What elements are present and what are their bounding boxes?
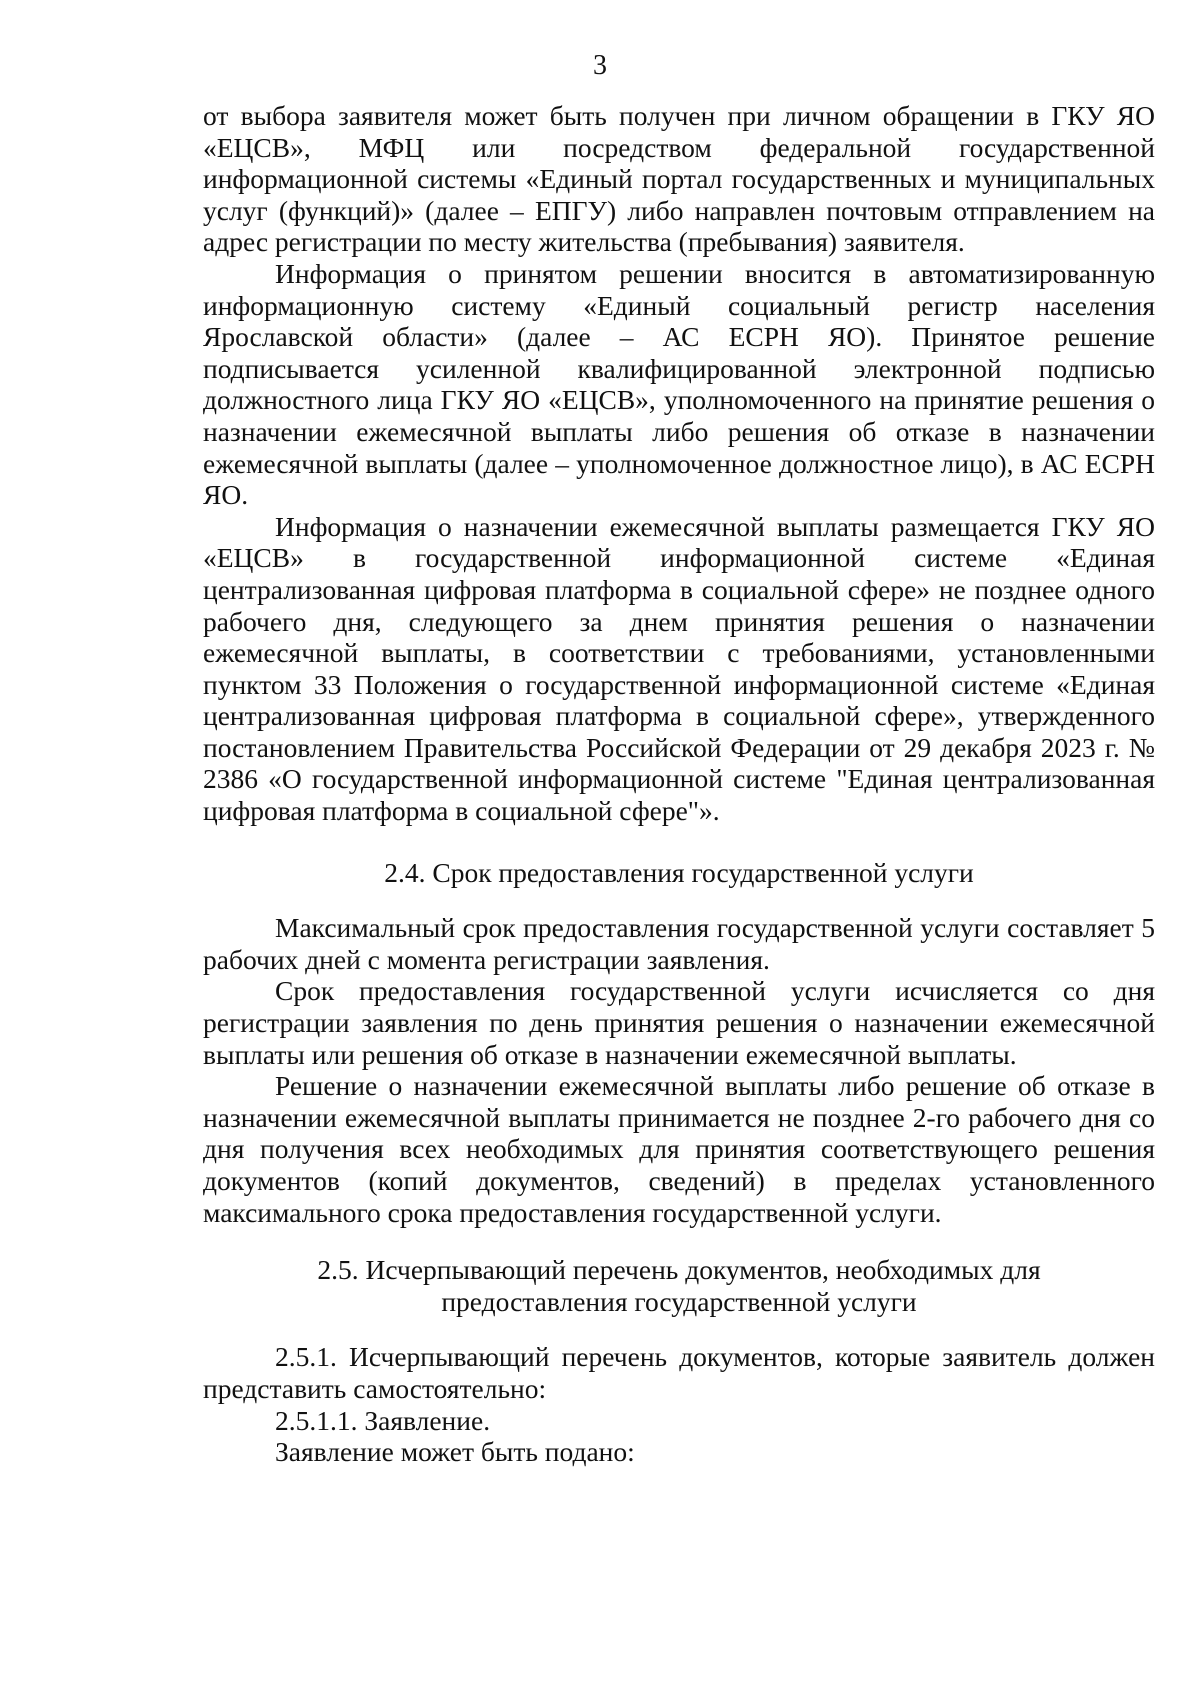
paragraph-max-term: Максимальный срок предоставления государственной услуги составляет 5 рабочих дней с момента регистрации заявления.	[203, 912, 1155, 975]
section-heading-2-5-line1: 2.5. Исчерпывающий перечень документов, необходимых для	[317, 1254, 1041, 1286]
paragraph-term-calculation: Срок предоставления государственной услуги исчисляется со дня регистрации заявления по день принятия решения о назначении ежемесячной выплаты или решения об отказе в назначении ежемесячной выплаты.	[203, 975, 1155, 1070]
paragraph-decision-info: Информация о принятом решении вносится в автоматизированную информационную систему «Единый социальный регистр населения Ярославской области» (далее – АС ЕСРН ЯО). Принятое решение подписывается усиленной квалифицированной электронной подписью должностного лица ГКУ ЯО «ЕЦСВ», уполномоченного на принятие решения о назначении ежемесячной выплаты либо решения об отказе в назначении ежемесячной выплаты (далее – уполномоченное должностное лицо), в АС ЕСРН ЯО.	[203, 257, 1155, 511]
item-application-submission: Заявление может быть подано:	[275, 1436, 635, 1468]
item-2-5-1-1: 2.5.1.1. Заявление.	[275, 1404, 491, 1436]
section-heading-2-4: 2.4. Срок предоставления государственной услуги	[384, 856, 974, 888]
paragraph-payment-info: Информация о назначении ежемесячной выплаты размещается ГКУ ЯО «ЕЦСВ» в государственной информационной системе «Единая централизованная цифровая платформа в социальной сфере» не позднее одного рабочего дня, следующего за днем принятия решения о назначении ежемесячной выплаты, в соответствии с требованиями, установленными пунктом 33 Положения о государственной информационной системе «Единая централизованная цифровая платформа в социальной сфере», утвержденного постановлением Правительства Российской Федерации от 29 декабря 2023 г. № 2386 «О государственной информационной системе "Единая централизованная цифровая платформа в социальной сфере"».	[203, 510, 1155, 827]
section-heading-2-5	[203, 1254, 1155, 1317]
paragraph-continuation: от выбора заявителя может быть получен при личном обращении в ГКУ ЯО «ЕЦСВ», МФЦ или посредством федеральной государственной информационной системы «Единый портал государственных и муниципальных услуг (функций)» (далее – ЕПГУ) либо направлен почтовым отправлением на адрес регистрации по месту жительства (пребывания) заявителя.	[203, 100, 1155, 258]
section-heading-2-5-line2: предоставления государственной услуги	[441, 1285, 917, 1317]
document-body	[203, 100, 1155, 1468]
paragraph-decision-deadline: Решение о назначении ежемесячной выплаты либо решение об отказе в назначении ежемесячной выплаты принимается не позднее 2-го рабочего дня со дня получения всех необходимых для принятия соответствующего решения документов (копий документов, сведений) в пределах установленного максимального срока предоставления государственной услуги.	[203, 1070, 1155, 1228]
paragraph-2-5-1: 2.5.1. Исчерпывающий перечень документов, которые заявитель должен представить самостоятельно:	[203, 1341, 1155, 1404]
page-number: 3	[593, 50, 607, 81]
